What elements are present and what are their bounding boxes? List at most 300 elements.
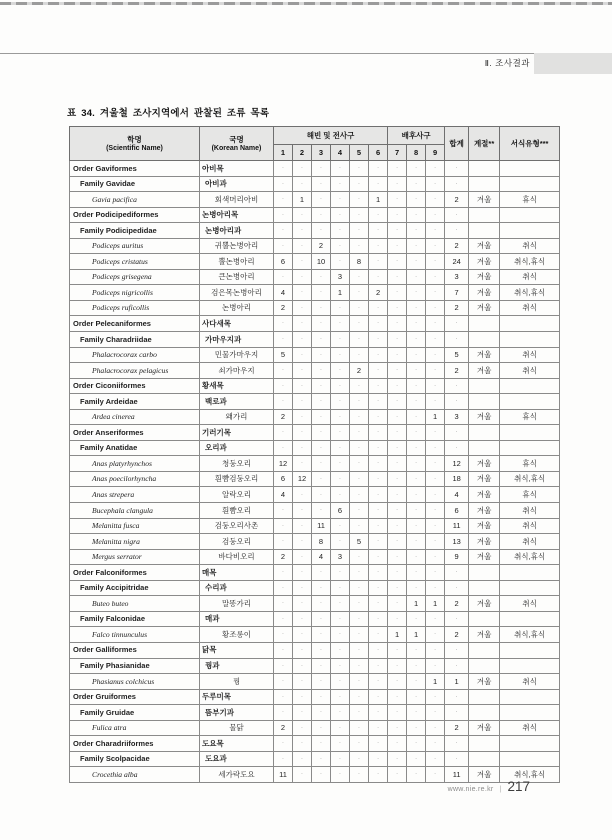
count-cell-2: · [293,223,312,239]
count-cell-9: · [426,627,445,643]
count-cell-6: · [369,611,388,627]
count-cell-6: · [369,440,388,456]
season-cell [469,580,500,596]
count-cell-5: · [350,518,369,534]
count-cell-4: · [331,238,350,254]
count-cell-4: · [331,223,350,239]
scientific-name-cell: Order Galliformes [70,642,200,658]
count-cell-9: · [426,316,445,332]
count-cell-8: · [407,378,426,394]
season-cell: 겨울 [469,518,500,534]
total-cell: · [445,425,469,441]
count-cell-2: · [293,363,312,379]
count-cell-4: · [331,518,350,534]
count-cell-8: · [407,363,426,379]
total-cell: · [445,611,469,627]
count-cell-7: · [388,456,407,472]
count-cell-3: · [312,223,331,239]
count-cell-6: · [369,627,388,643]
count-cell-9: · [426,378,445,394]
korean-name-cell: 논병아리 [200,300,274,316]
total-cell: 2 [445,238,469,254]
count-cell-5: · [350,316,369,332]
count-cell-8: · [407,192,426,208]
count-cell-2: · [293,254,312,270]
count-cell-1: · [274,689,293,705]
count-cell-5: · [350,347,369,363]
count-cell-9: · [426,223,445,239]
count-cell-7: · [388,176,407,192]
count-cell-6: · [369,300,388,316]
table-row [70,705,560,721]
season-cell: 겨울 [469,720,500,736]
count-cell-3: · [312,751,331,767]
count-cell-1: · [274,751,293,767]
count-cell-7: · [388,689,407,705]
scientific-name-cell: Melanitta nigra [70,534,200,550]
count-cell-3: · [312,642,331,658]
count-cell-6: · [369,254,388,270]
count-cell-7: · [388,705,407,721]
table-row [70,503,560,519]
count-cell-7: · [388,549,407,565]
count-cell-5: · [350,471,369,487]
habitat-type-cell: 취식,휴식 [500,254,560,270]
korean-name-cell: 흰뺨오리 [200,503,274,519]
count-cell-2: · [293,736,312,752]
page-footer [448,779,530,794]
count-cell-3: · [312,503,331,519]
scientific-name-cell: Mergus serrator [70,549,200,565]
count-cell-7: · [388,223,407,239]
count-cell-3: · [312,487,331,503]
total-cell: · [445,332,469,348]
header-site-5: 5 [350,145,369,161]
count-cell-6: · [369,689,388,705]
scientific-name-cell: Order Gruiformes [70,689,200,705]
count-cell-1: 2 [274,549,293,565]
count-cell-7: · [388,611,407,627]
count-cell-8: · [407,705,426,721]
scientific-name-cell: Phalacrocorax carbo [70,347,200,363]
count-cell-9: · [426,207,445,223]
scientific-name-cell: Family Charadriidae [70,332,200,348]
count-cell-1: · [274,207,293,223]
season-cell: 겨울 [469,300,500,316]
season-cell [469,642,500,658]
total-cell: 2 [445,596,469,612]
count-cell-4: · [331,596,350,612]
count-cell-5: · [350,627,369,643]
table-row [70,596,560,612]
count-cell-4: · [331,534,350,550]
count-cell-9: · [426,767,445,783]
table-row [70,238,560,254]
scientific-name-cell: Crocethia alba [70,767,200,783]
count-cell-3: · [312,363,331,379]
count-cell-1: 11 [274,767,293,783]
scientific-name-cell: Fulica atra [70,720,200,736]
count-cell-1: · [274,440,293,456]
count-cell-2: · [293,238,312,254]
count-cell-7: · [388,751,407,767]
count-cell-3: · [312,440,331,456]
count-cell-1: · [274,378,293,394]
season-cell: 겨울 [469,674,500,690]
count-cell-2: · [293,565,312,581]
count-cell-2: · [293,689,312,705]
count-cell-7: · [388,580,407,596]
count-cell-4: · [331,254,350,270]
korean-name-cell: 세가락도요 [200,767,274,783]
habitat-type-cell [500,207,560,223]
count-cell-7: · [388,285,407,301]
count-cell-7: · [388,347,407,363]
count-cell-1: · [274,192,293,208]
count-cell-8: · [407,549,426,565]
count-cell-2: · [293,161,312,177]
habitat-type-cell [500,611,560,627]
count-cell-3: 8 [312,534,331,550]
count-cell-2: · [293,487,312,503]
season-cell: 겨울 [469,471,500,487]
count-cell-4: · [331,751,350,767]
season-cell [469,658,500,674]
korean-name-cell: 꿩 [200,674,274,690]
count-cell-7: · [388,161,407,177]
count-cell-6: · [369,456,388,472]
header-site-3: 3 [312,145,331,161]
count-cell-9: · [426,394,445,410]
count-cell-3: · [312,705,331,721]
table-row [70,720,560,736]
count-cell-5: · [350,751,369,767]
season-cell: 겨울 [469,192,500,208]
season-cell [469,378,500,394]
korean-name-cell: 아비과 [200,176,274,192]
korean-name-cell: 기러기목 [200,425,274,441]
habitat-type-cell [500,332,560,348]
habitat-type-cell: 취식,휴식 [500,471,560,487]
count-cell-5: · [350,736,369,752]
count-cell-4: · [331,642,350,658]
count-cell-4: 6 [331,503,350,519]
count-cell-5: · [350,409,369,425]
scientific-name-cell: Family Accipitridae [70,580,200,596]
habitat-type-cell [500,440,560,456]
total-cell: · [445,658,469,674]
scientific-name-cell: Podiceps ruficollis [70,300,200,316]
count-cell-7: · [388,767,407,783]
count-cell-4: · [331,409,350,425]
season-cell [469,207,500,223]
page-top-edge-bar [0,2,612,5]
count-cell-1: · [274,316,293,332]
count-cell-6: · [369,565,388,581]
count-cell-4: · [331,332,350,348]
season-cell [469,440,500,456]
count-cell-8: · [407,300,426,316]
footer-site-url: www.nie.re.kr [447,786,494,793]
count-cell-9: 1 [426,409,445,425]
total-cell: 9 [445,549,469,565]
season-cell [469,223,500,239]
count-cell-3: · [312,316,331,332]
count-cell-8: 1 [407,596,426,612]
table-row [70,207,560,223]
count-cell-6: · [369,767,388,783]
count-cell-1: · [274,565,293,581]
korean-name-cell: 수리과 [200,580,274,596]
season-cell: 겨울 [469,347,500,363]
count-cell-7: · [388,300,407,316]
season-cell: 겨울 [469,503,500,519]
scientific-name-cell: Order Anseriformes [70,425,200,441]
count-cell-7: · [388,192,407,208]
scientific-name-cell: Phasianus colchicus [70,674,200,690]
count-cell-2: 1 [293,192,312,208]
count-cell-2: · [293,425,312,441]
season-cell: 겨울 [469,285,500,301]
habitat-type-cell: 휴식 [500,192,560,208]
count-cell-4: · [331,487,350,503]
count-cell-8: · [407,736,426,752]
habitat-type-cell: 취식 [500,596,560,612]
habitat-type-cell [500,658,560,674]
count-cell-3: · [312,471,331,487]
habitat-type-cell: 취식,휴식 [500,627,560,643]
count-cell-7: · [388,565,407,581]
count-cell-6: · [369,161,388,177]
count-cell-9: · [426,238,445,254]
scientific-name-cell: Order Falconiformes [70,565,200,581]
count-cell-6: · [369,674,388,690]
season-cell [469,705,500,721]
count-cell-5: · [350,394,369,410]
season-cell: 겨울 [469,254,500,270]
korean-name-cell: 황새목 [200,378,274,394]
count-cell-1: · [274,425,293,441]
count-cell-5: · [350,658,369,674]
count-cell-2: · [293,611,312,627]
count-cell-4: · [331,161,350,177]
count-cell-8: · [407,751,426,767]
season-cell [469,611,500,627]
season-cell: 겨울 [469,269,500,285]
count-cell-8: · [407,332,426,348]
count-cell-8: · [407,176,426,192]
habitat-type-cell: 휴식 [500,487,560,503]
count-cell-9: · [426,720,445,736]
header-kor-sublabel: (Korean Name) [211,144,262,152]
count-cell-4: · [331,176,350,192]
total-cell: 3 [445,269,469,285]
table-row [70,223,560,239]
total-cell: 4 [445,487,469,503]
count-cell-8: · [407,534,426,550]
korean-name-cell: 귀뿔논병아리 [200,238,274,254]
count-cell-8: · [407,767,426,783]
table-row [70,316,560,332]
count-cell-9: · [426,689,445,705]
total-cell: 2 [445,192,469,208]
table-row [70,425,560,441]
scientific-name-cell: Order Pelecaniformes [70,316,200,332]
table-row [70,269,560,285]
table-row [70,611,560,627]
count-cell-3: · [312,689,331,705]
total-cell: 5 [445,347,469,363]
count-cell-2: · [293,720,312,736]
korean-name-cell: 가마우지과 [200,332,274,348]
count-cell-9: · [426,518,445,534]
season-cell [469,332,500,348]
count-cell-3: 10 [312,254,331,270]
habitat-type-cell [500,425,560,441]
count-cell-8: · [407,658,426,674]
count-cell-5: · [350,207,369,223]
count-cell-6: 2 [369,285,388,301]
scientific-name-cell: Phalacrocorax pelagicus [70,363,200,379]
table-row [70,440,560,456]
count-cell-8: · [407,565,426,581]
korean-name-cell: 사다새목 [200,316,274,332]
count-cell-5: 5 [350,534,369,550]
count-cell-8: · [407,223,426,239]
count-cell-2: · [293,503,312,519]
count-cell-4: 1 [331,285,350,301]
count-cell-8: · [407,642,426,658]
scientific-name-cell: Family Falconidae [70,611,200,627]
korean-name-cell: 도요과 [200,751,274,767]
habitat-type-cell [500,378,560,394]
scientific-name-cell: Family Phasianidae [70,658,200,674]
count-cell-3: · [312,425,331,441]
count-cell-3: · [312,347,331,363]
count-cell-2: · [293,456,312,472]
count-cell-3: · [312,611,331,627]
count-cell-8: · [407,269,426,285]
korean-name-cell: 바다비오리 [200,549,274,565]
korean-name-cell: 논병아리과 [200,223,274,239]
count-cell-2: · [293,285,312,301]
korean-name-cell: 검둥오리사촌 [200,518,274,534]
header-site-6: 6 [369,145,388,161]
count-cell-6: · [369,223,388,239]
count-cell-6: · [369,176,388,192]
count-cell-2: · [293,642,312,658]
total-cell: 2 [445,300,469,316]
habitat-type-cell [500,161,560,177]
scientific-name-cell: Podiceps cristatus [70,254,200,270]
count-cell-1: · [274,674,293,690]
total-cell: · [445,161,469,177]
header-site-1: 1 [274,145,293,161]
count-cell-9: · [426,534,445,550]
scientific-name-cell: Family Gavidae [70,176,200,192]
table-row [70,378,560,394]
count-cell-7: 1 [388,627,407,643]
count-cell-5: · [350,611,369,627]
count-cell-9: · [426,580,445,596]
table-body [70,161,560,783]
count-cell-2: · [293,394,312,410]
count-cell-4: · [331,471,350,487]
header-site-8: 8 [407,145,426,161]
table-row [70,254,560,270]
total-cell: · [445,440,469,456]
habitat-type-cell: 휴식 [500,456,560,472]
bird-observation-table [69,126,560,783]
table-row [70,176,560,192]
count-cell-2: · [293,549,312,565]
count-cell-1: · [274,627,293,643]
count-cell-6: · [369,471,388,487]
season-cell: 겨울 [469,596,500,612]
count-cell-9: · [426,565,445,581]
count-cell-1: · [274,705,293,721]
count-cell-7: · [388,534,407,550]
season-cell: 겨울 [469,487,500,503]
count-cell-8: · [407,611,426,627]
total-cell: · [445,207,469,223]
count-cell-3: · [312,565,331,581]
korean-name-cell: 말똥가리 [200,596,274,612]
count-cell-8: · [407,425,426,441]
count-cell-7: · [388,394,407,410]
running-head-rule [0,53,534,54]
total-cell: · [445,394,469,410]
count-cell-6: 1 [369,192,388,208]
count-cell-8: · [407,207,426,223]
season-cell [469,425,500,441]
count-cell-9: · [426,487,445,503]
scientific-name-cell: Family Ardeidae [70,394,200,410]
table-row [70,347,560,363]
count-cell-2: · [293,207,312,223]
header-group-backdune: 배후사구 [388,127,445,145]
count-cell-4: · [331,363,350,379]
korean-name-cell: 뿔논병아리 [200,254,274,270]
count-cell-4: · [331,425,350,441]
korean-name-cell: 왜가리 [200,409,274,425]
count-cell-7: · [388,596,407,612]
count-cell-9: · [426,254,445,270]
count-cell-7: · [388,471,407,487]
count-cell-3: · [312,658,331,674]
count-cell-3: · [312,192,331,208]
table-row [70,161,560,177]
count-cell-1: 2 [274,409,293,425]
korean-name-cell: 황조롱이 [200,627,274,643]
scientific-name-cell: Order Charadriiformes [70,736,200,752]
count-cell-7: · [388,254,407,270]
count-cell-1: · [274,642,293,658]
count-cell-1: · [274,394,293,410]
season-cell [469,751,500,767]
habitat-type-cell [500,316,560,332]
count-cell-9: · [426,503,445,519]
count-cell-9: 1 [426,596,445,612]
count-cell-7: · [388,378,407,394]
count-cell-7: · [388,425,407,441]
count-cell-5: · [350,425,369,441]
count-cell-5: · [350,596,369,612]
count-cell-4: 3 [331,549,350,565]
total-cell: 2 [445,627,469,643]
scientific-name-cell: Bucephala clangula [70,503,200,519]
count-cell-6: · [369,363,388,379]
